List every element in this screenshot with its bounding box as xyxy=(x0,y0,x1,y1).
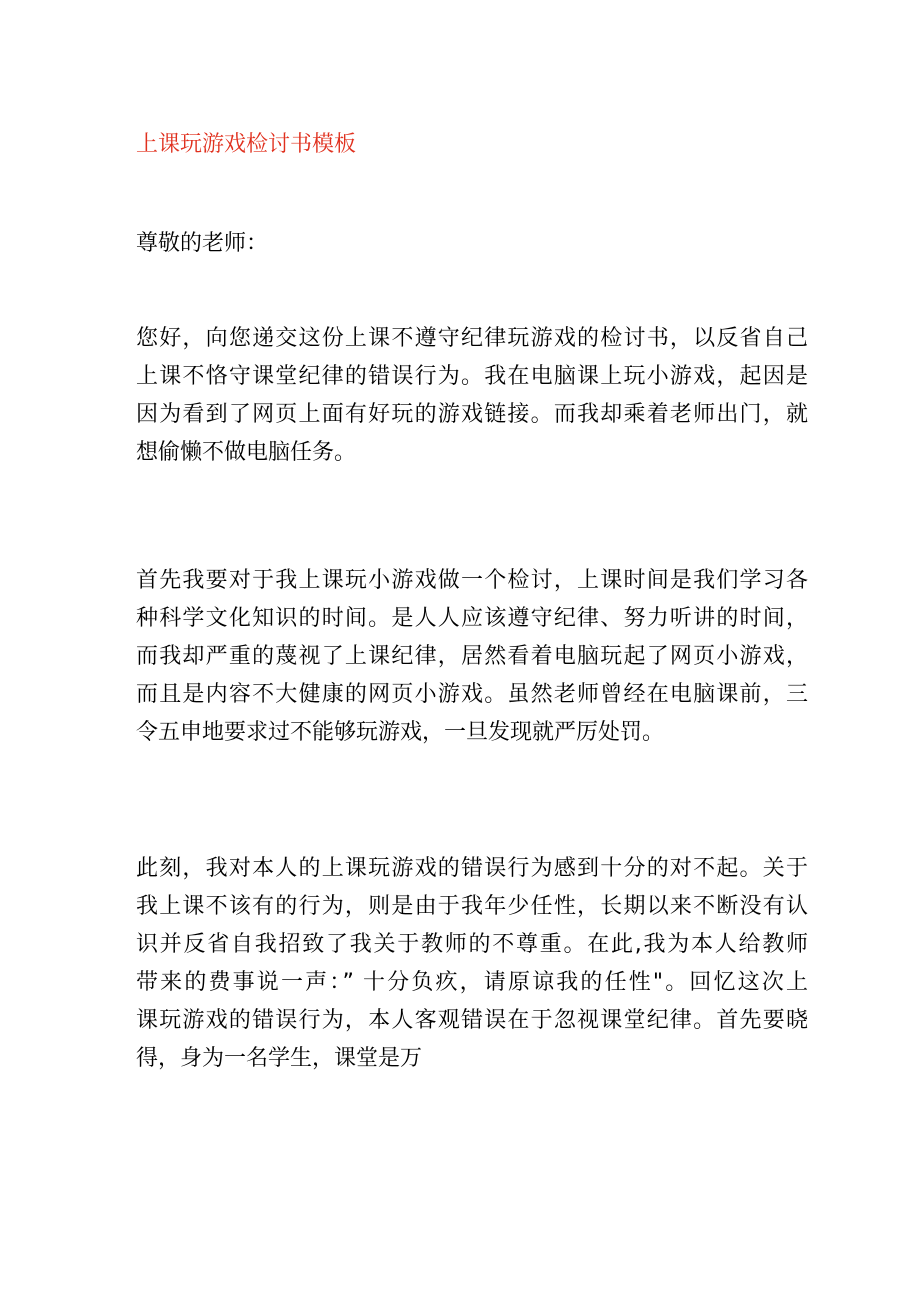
paragraph-line: 课玩游戏的错误行为，本人客观错误在于忽视课堂纪律。首先要晓 xyxy=(136,1008,808,1033)
paragraph-line: 因为看到了网页上面有好玩的游戏链接。而我却乘着老师出门，就 xyxy=(136,402,808,427)
paragraph-line: 种科学文化知识的时间。是人人应该遵守纪律、努力听讲的时间， xyxy=(136,606,808,631)
paragraph-line: 想偷懒不做电脑任务。 xyxy=(136,440,357,465)
paragraph-line: 令五申地要求过不能够玩游戏，一旦发现就严厉处罚。 xyxy=(136,720,665,745)
paragraph-line: 我上课不该有的行为，则是由于我年少任性，长期以来不断没有认 xyxy=(136,894,808,919)
paragraph-line: 上课不恪守课堂纪律的错误行为。我在电脑课上玩小游戏，起因是 xyxy=(136,364,808,389)
paragraph-line: 识并反省自我招致了我关于教师的不尊重。在此,我为本人给教师 xyxy=(136,932,808,957)
paragraph-line: 您好，向您递交这份上课不遵守纪律玩游戏的检讨书，以反省自己 xyxy=(136,326,808,351)
document-title: 上课玩游戏检讨书模板 xyxy=(136,132,357,157)
paragraph-3 xyxy=(136,850,808,1078)
paragraph-line: 而我却严重的蔑视了上课纪律，居然看着电脑玩起了网页小游戏， xyxy=(136,644,808,669)
salutation: 尊敬的老师： xyxy=(136,231,269,256)
paragraph-line: 带来的费事说一声：” 十分负疚，请原谅我的任性"。回忆这次上 xyxy=(136,970,808,995)
paragraph-line: 得，身为一名学生，课堂是万 xyxy=(136,1046,423,1071)
paragraph-line: 而且是内容不大健康的网页小游戏。虽然老师曾经在电脑课前，三 xyxy=(136,682,808,707)
paragraph-2 xyxy=(136,562,808,752)
paragraph-1 xyxy=(136,320,808,472)
paragraph-line: 此刻，我对本人的上课玩游戏的错误行为感到十分的对不起。关于 xyxy=(136,856,808,881)
paragraph-line: 首先我要对于我上课玩小游戏做一个检讨，上课时间是我们学习各 xyxy=(136,568,808,593)
